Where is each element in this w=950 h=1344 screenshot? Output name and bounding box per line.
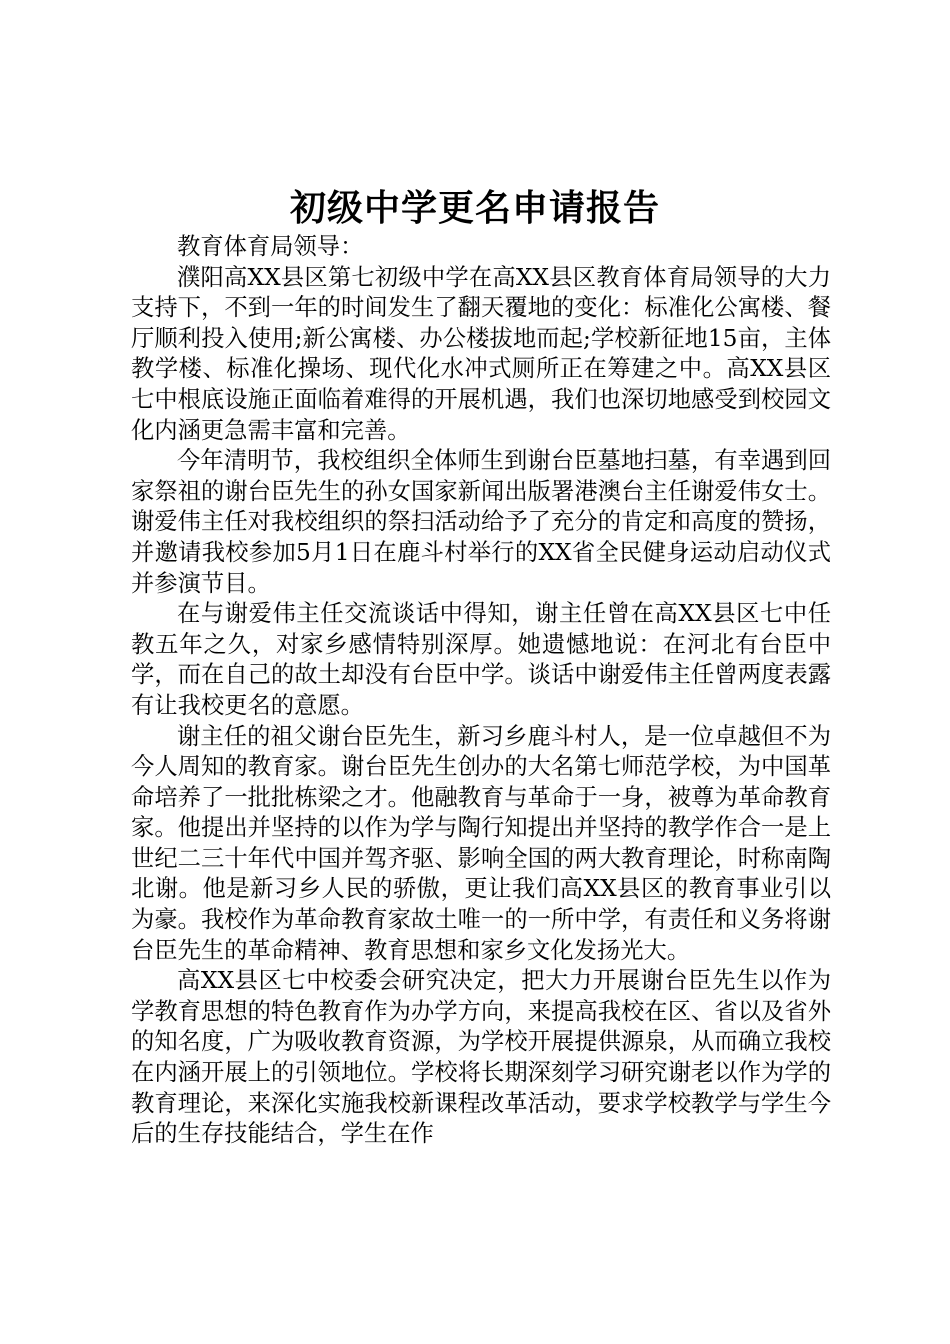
paragraph-2: 今年清明节，我校组织全体师生到谢台臣墓地扫墓，有幸遇到回家祭祖的谢台臣先生的孙女国家新闻出版署港澳台主任谢爱伟女士。谢爱伟主任对我校组织的祭扫活动给予了充分的肯定和高度的赞扬，并邀请我校参加5月1日在鹿斗村举行的XX省全民健身运动启动仪式并参演节目。	[131, 447, 831, 597]
paragraph-1: 濮阳高XX县区第七初级中学在高XX县区教育体育局领导的大力支持下，不到一年的时间发生了翻天覆地的变化：标准化公寓楼、餐厅顺利投入使用;新公寓楼、办公楼拔地而起;学校新征地15亩，主体教学楼、标准化操场、现代化水冲式厕所正在筹建之中。高XX县区七中根底设施正面临着难得的开展机遇，我们也深切地感受到校园文化内涵更急需丰富和完善。	[131, 263, 831, 444]
document-title: 初级中学更名申请报告	[289, 187, 660, 229]
paragraph-4: 谢主任的祖父谢台臣先生，新习乡鹿斗村人，是一位卓越但不为今人周知的教育家。谢台臣先生创办的大名第七师范学校，为中国革命培养了一批批栋梁之才。他融教育与革命于一身，被尊为革命教育家。他提出并坚持的以作为学与陶行知提出并坚持的教学作合一是上世纪二三十年代中国并驾齐驱、影响全国的两大教育理论，时称南陶北谢。他是新习乡人民的骄傲，更让我们高XX县区的教育事业引以为豪。我校作为革命教育家故土唯一的一所中学，有责任和义务将谢台臣先生的革命精神、教育思想和家乡文化发扬光大。	[131, 722, 831, 964]
salutation: 教育体育局领导：	[177, 233, 364, 260]
document-body	[131, 232, 831, 1150]
paragraph-3: 在与谢爱伟主任交流谈话中得知，谢主任曾在高XX县区七中任教五年之久，对家乡感情特别深厚。她遗憾地说：在河北有台臣中学，而在自己的故土却没有台臣中学。谈话中谢爱伟主任曾两度表露有让我校更名的意愿。	[131, 600, 831, 719]
paragraph-5: 高XX县区七中校委会研究决定，把大力开展谢台臣先生以作为学教育思想的特色教育作为办学方向，来提高我校在区、省以及省外的知名度，广为吸收教育资源，为学校开展提供源泉，从而确立我校在内涵开展上的引领地位。学校将长期深刻学习研究谢老以作为学的教育理论，来深化实施我校新课程改革活动，要求学校教学与学生今后的生存技能结合，学生在作	[131, 967, 831, 1148]
